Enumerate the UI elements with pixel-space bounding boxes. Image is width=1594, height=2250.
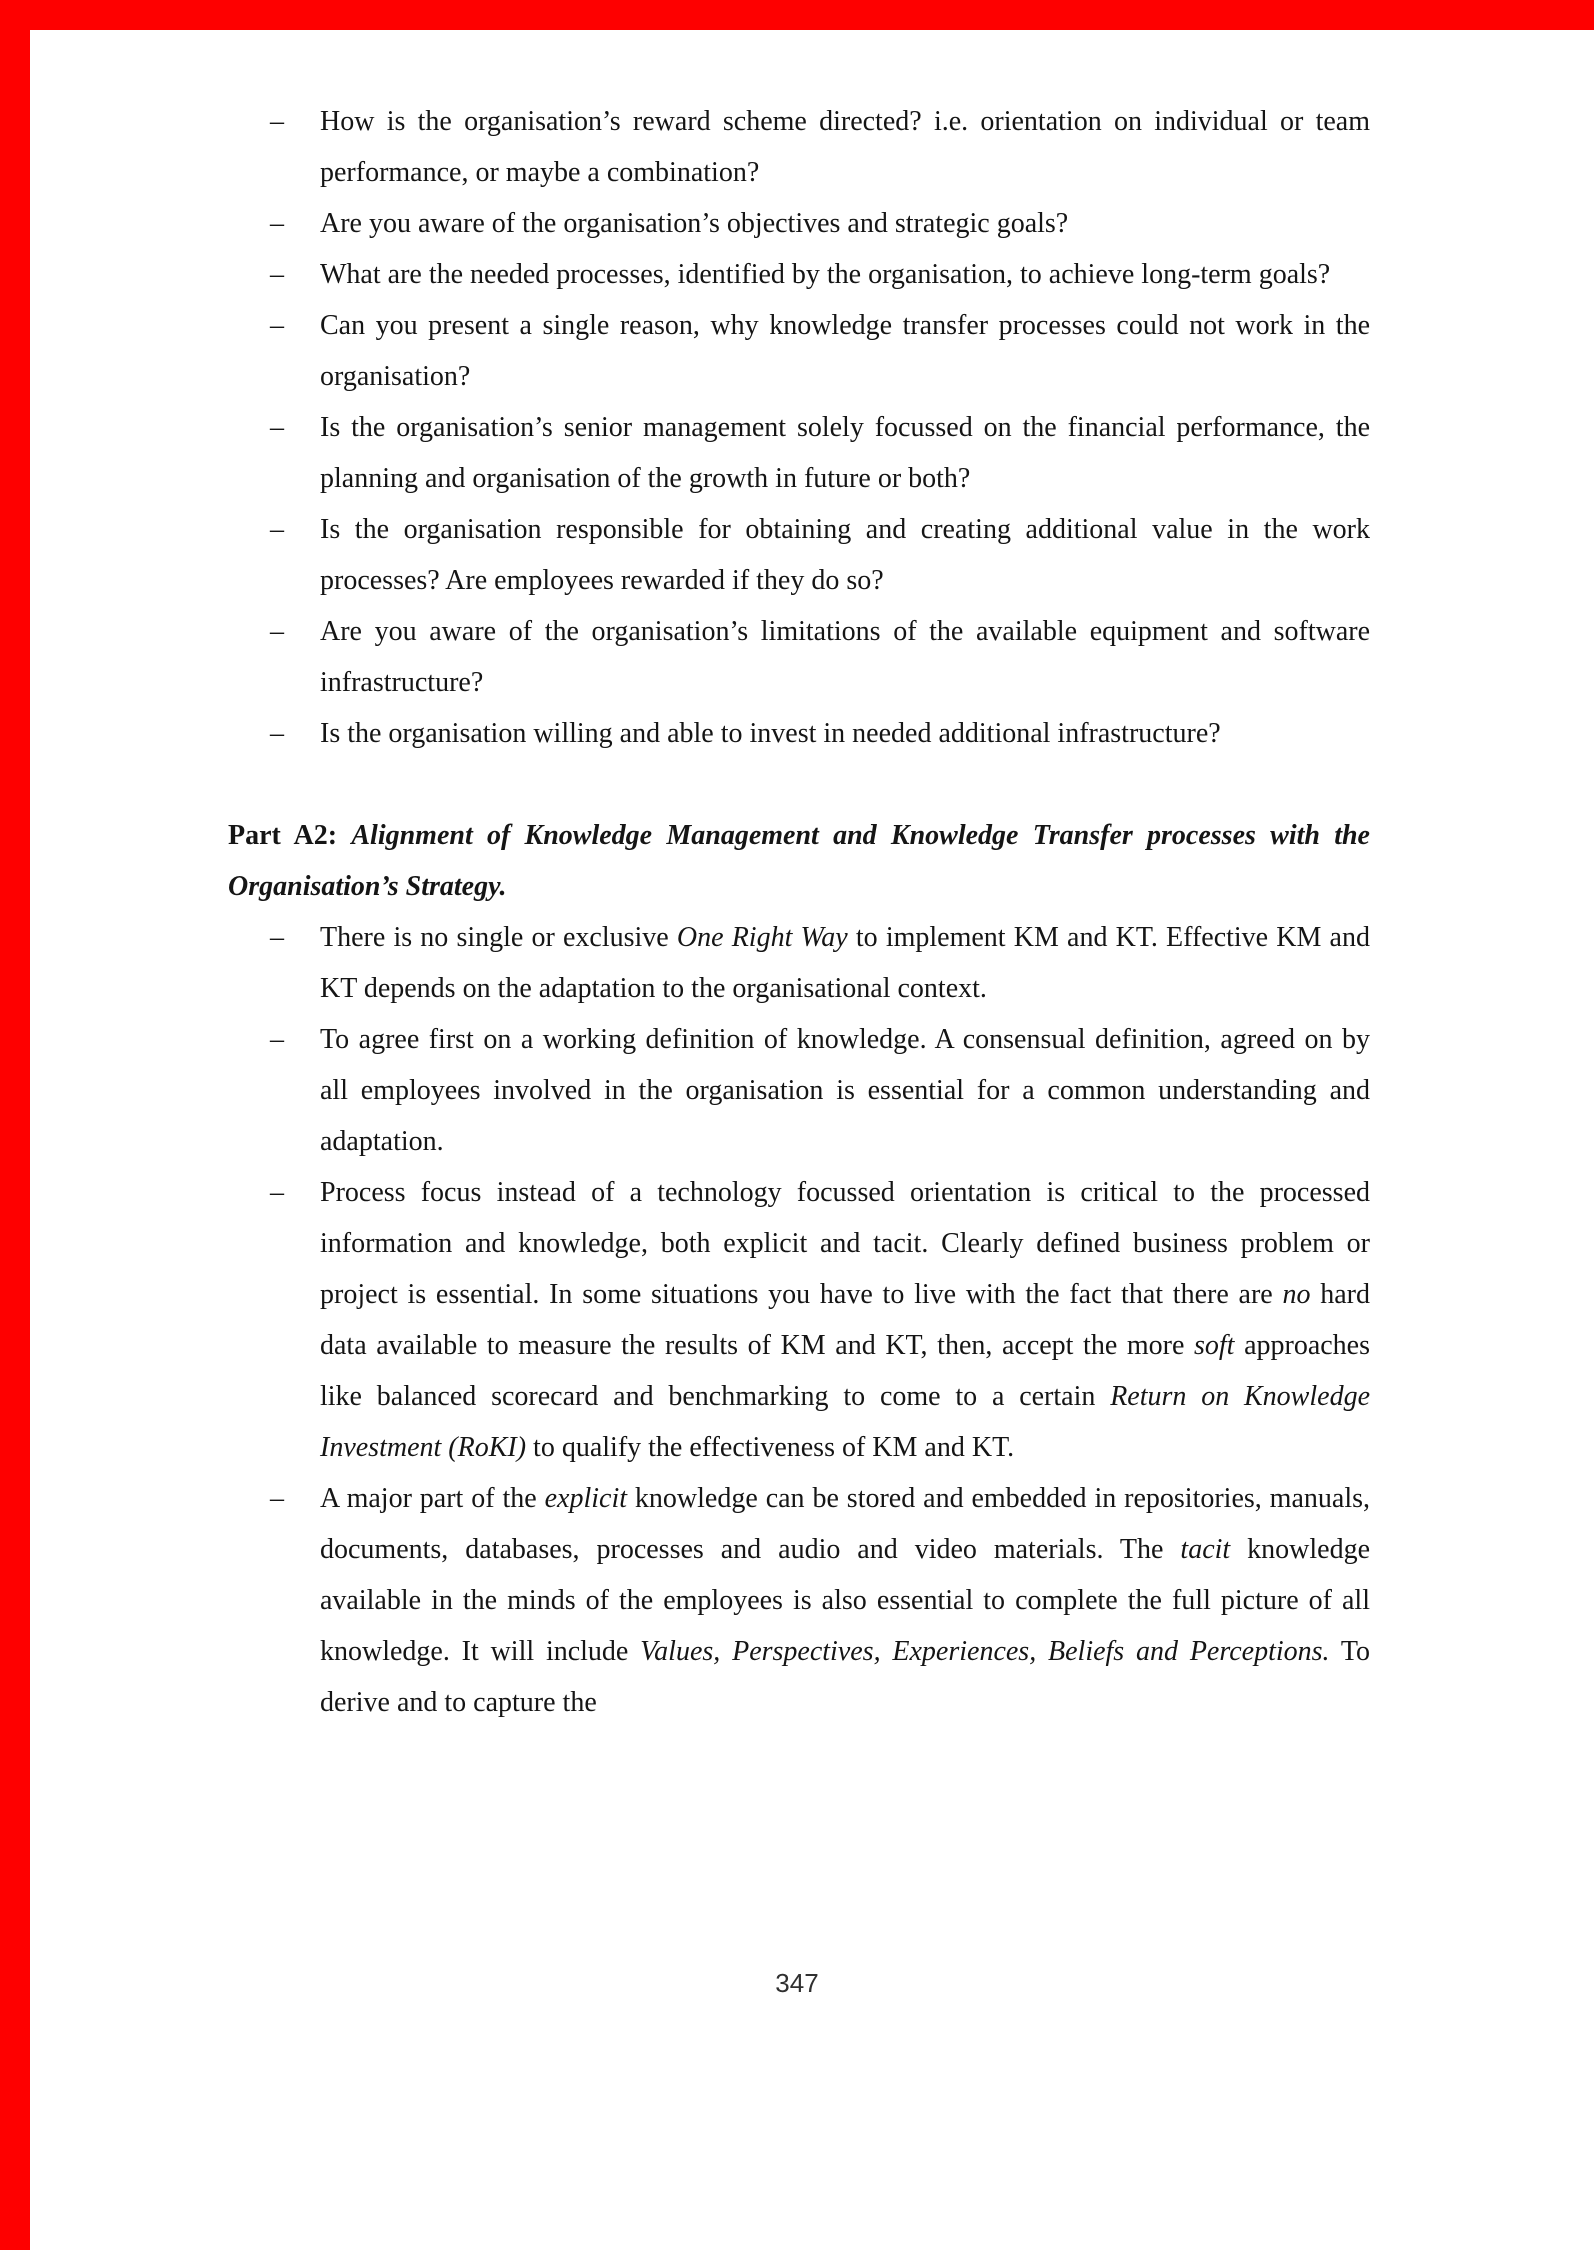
bullet-dash-marker: – — [270, 310, 284, 341]
questions-list — [228, 96, 1370, 759]
text-segment: knowledge can be stored and embedded in repositories, manuals, documents, databases, processes and audio and video materials. The — [320, 1483, 1370, 1565]
bullet-dash-marker: – — [270, 412, 284, 443]
list-item — [228, 606, 1370, 708]
text-segment: Part A2: — [228, 820, 352, 851]
text-segment: hard data available to measure the results of KM and KT, then, accept the more — [320, 1279, 1370, 1361]
text-segment: explicit — [544, 1483, 628, 1514]
text-segment: to implement KM and KT. Effective KM and KT depends on the adaptation to the organisational context. — [320, 922, 1370, 1004]
list-item — [228, 504, 1370, 606]
section-heading — [228, 810, 1370, 912]
alignment-list — [228, 912, 1370, 1728]
text-segment: Are you aware of the organisation’s objectives and strategic goals? — [320, 208, 1069, 239]
bullet-dash-marker: – — [270, 922, 284, 953]
bullet-dash-marker: – — [270, 616, 284, 647]
bullet-dash-marker: – — [270, 1024, 284, 1055]
bullet-dash-marker: – — [270, 718, 284, 749]
top-red-border — [0, 0, 1594, 30]
text-segment: Are you aware of the organisation’s limitations of the available equipment and software infrastructure? — [320, 616, 1370, 698]
text-segment: Return on Knowledge Investment (RoKI) — [320, 1381, 1370, 1463]
bullet-dash-marker: – — [270, 106, 284, 137]
list-item — [228, 198, 1370, 249]
text-segment: How is the organisation’s reward scheme directed? i.e. orientation on individual or team performance, or maybe a combination? — [320, 106, 1370, 188]
bullet-dash-marker: – — [270, 259, 284, 290]
bullet-dash-marker: – — [270, 1483, 284, 1514]
text-segment: Is the organisation responsible for obtaining and creating additional value in the work processes? Are employees rewarded if they do so? — [320, 514, 1370, 596]
text-segment: A major part of the — [320, 1483, 545, 1514]
list-item — [228, 708, 1370, 759]
list-item — [228, 402, 1370, 504]
text-segment: tacit — [1180, 1534, 1231, 1565]
text-segment: Alignment of Knowledge Management and Knowledge Transfer processes with the Organisation’s Strategy. — [228, 820, 1370, 902]
text-segment: Is the organisation’s senior management solely focussed on the financial performance, the planning and organisation of the growth in future or both? — [320, 412, 1370, 494]
list-item — [228, 1014, 1370, 1167]
text-segment: approaches like balanced scorecard and benchmarking to come to a certain — [320, 1330, 1370, 1412]
list-item — [228, 249, 1370, 300]
text-segment: Is the organisation willing and able to invest in needed additional infrastructure? — [320, 718, 1221, 749]
text-segment: to qualify the effectiveness of KM and KT. — [526, 1432, 1015, 1463]
list-item — [228, 96, 1370, 198]
list-item — [228, 300, 1370, 402]
bullet-dash-marker: – — [270, 208, 284, 239]
text-segment: Can you present a single reason, why knowledge transfer processes could not work in the organisation? — [320, 310, 1370, 392]
list-item — [228, 1473, 1370, 1728]
page-content — [228, 96, 1370, 1728]
text-segment: no — [1282, 1279, 1311, 1310]
list-item — [228, 1167, 1370, 1473]
text-segment: To agree first on a working definition of knowledge. A consensual definition, agreed on by all employees involved in the organisation is essential for a common understanding and adaptation. — [320, 1024, 1370, 1157]
text-segment: soft — [1194, 1330, 1235, 1361]
text-segment: What are the needed processes, identified by the organisation, to achieve long-term goals? — [320, 259, 1331, 290]
left-red-border — [0, 0, 30, 2250]
bullet-dash-marker: – — [270, 1177, 284, 1208]
text-segment: There is no single or exclusive — [320, 922, 677, 953]
text-segment: Values, Perspectives, Experiences, Beliefs and Perceptions. — [640, 1636, 1330, 1667]
text-segment: One Right Way — [676, 922, 848, 953]
bullet-dash-marker: – — [270, 514, 284, 545]
list-item — [228, 912, 1370, 1014]
text-segment: To derive and to capture the — [320, 1636, 1370, 1718]
text-segment: Process focus instead of a technology focussed orientation is critical to the processed information and knowledge, both explicit and tacit. Clearly defined business problem or project is essential. In some situations you have to live with the fact that there are — [320, 1177, 1370, 1310]
text-segment: knowledge available in the minds of the employees is also essential to complete the full picture of all knowledge. It will include — [320, 1534, 1370, 1667]
page-number: 347 — [775, 1968, 819, 1998]
